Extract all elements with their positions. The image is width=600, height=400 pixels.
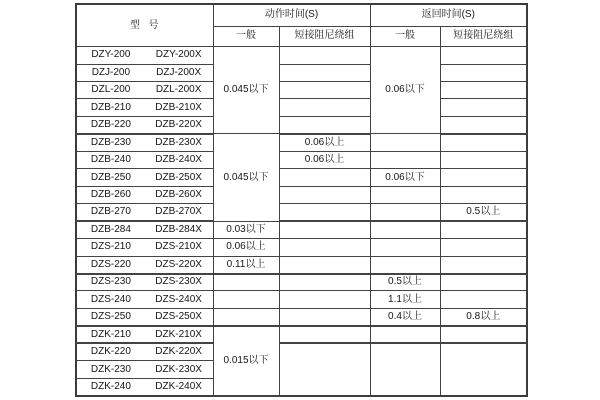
cell-ret-gen — [370, 134, 440, 151]
model-cell — [76, 308, 213, 325]
cell-ret-gen — [370, 186, 440, 203]
cell-act-damp — [279, 326, 370, 343]
cell-act-damp — [279, 256, 370, 273]
model-b: DZS-240X — [155, 293, 202, 305]
cell-ret-gen — [370, 326, 440, 343]
cell-act-damp — [279, 308, 370, 325]
model-cell — [76, 361, 213, 378]
model-cell — [76, 64, 213, 81]
table-row — [76, 326, 527, 343]
cell-ret-gen: 0.06以下 — [370, 47, 440, 134]
model-b: DZB-284X — [155, 224, 202, 236]
cell-ret-damp — [440, 326, 527, 343]
cell-ret-damp — [440, 239, 527, 256]
cell-ret-gen: 0.4以上 — [370, 308, 440, 325]
cell-act-damp — [279, 274, 370, 291]
header-action-time: 动作时间(S) — [213, 4, 370, 26]
cell-act-damp — [279, 291, 370, 308]
cell-act-gen: 0.11以上 — [213, 256, 279, 273]
model-cell — [76, 239, 213, 256]
cell-ret-damp: 0.5以上 — [440, 204, 527, 221]
model-b: DZS-230X — [155, 276, 202, 288]
cell-ret-damp — [440, 47, 527, 64]
header-return-damping: 短接阻尼绕组 — [440, 26, 527, 47]
cell-ret-damp — [440, 274, 527, 291]
table-row — [76, 221, 527, 238]
model-cell — [76, 256, 213, 273]
model-cell — [76, 221, 213, 238]
model-a: DZS-250 — [90, 310, 131, 322]
model-a: DZJ-200 — [91, 66, 131, 78]
model-b: DZY-200X — [155, 49, 202, 61]
cell-ret-damp — [440, 221, 527, 238]
cell-act-damp — [279, 169, 370, 186]
model-cell — [76, 151, 213, 168]
model-a: DZS-210 — [90, 241, 131, 253]
model-a: DZS-240 — [90, 293, 131, 305]
cell-ret-damp — [440, 291, 527, 308]
cell-ret-gen — [370, 221, 440, 238]
cell-ret-damp — [440, 186, 527, 203]
model-a: DZB-210 — [90, 101, 131, 113]
cell-act-damp — [279, 204, 370, 221]
model-cell — [76, 343, 213, 360]
table-row — [76, 291, 527, 308]
model-b: DZJ-200X — [156, 66, 202, 78]
cell-ret-damp: 0.8以上 — [440, 308, 527, 325]
cell-ret-gen: 0.5以上 — [370, 274, 440, 291]
table-row — [76, 169, 527, 186]
model-a: DZL-200 — [91, 84, 131, 96]
cell-ret-gen — [370, 151, 440, 168]
model-cell — [76, 204, 213, 221]
model-cell — [76, 291, 213, 308]
table-row — [76, 151, 527, 168]
model-cell — [76, 378, 213, 396]
table-row — [76, 343, 527, 360]
cell-act-damp — [279, 47, 370, 64]
model-b: DZB-210X — [155, 101, 202, 113]
model-cell — [76, 274, 213, 291]
cell-act-damp — [279, 239, 370, 256]
cell-act-gen: 0.015以下 — [213, 326, 279, 396]
cell-ret-damp — [440, 99, 527, 116]
cell-ret-gen: 1.1以上 — [370, 291, 440, 308]
table-row — [76, 204, 527, 221]
cell-act-gen: 0.045以下 — [213, 134, 279, 221]
model-b: DZS-220X — [155, 258, 202, 270]
model-b: DZK-230X — [155, 363, 202, 375]
cell-ret-damp — [440, 151, 527, 168]
cell-act-gen — [213, 291, 279, 308]
cell-act-gen: 0.03以下 — [213, 221, 279, 238]
model-b: DZB-260X — [155, 188, 202, 200]
model-a: DZB-260 — [90, 188, 131, 200]
cell-act-damp — [279, 116, 370, 133]
model-a: DZK-240 — [90, 380, 131, 392]
table-row — [76, 186, 527, 203]
table-row — [76, 64, 527, 81]
cell-ret-damp — [440, 64, 527, 81]
model-b: DZK-210X — [155, 328, 202, 340]
cell-ret-damp — [440, 343, 527, 396]
table-row — [76, 82, 527, 99]
header-action-general: 一般 — [213, 26, 279, 47]
model-b: DZK-220X — [155, 346, 202, 358]
model-a: DZB-284 — [90, 224, 131, 236]
cell-ret-gen — [370, 239, 440, 256]
model-b: DZB-230X — [155, 136, 202, 148]
cell-act-damp — [279, 99, 370, 116]
cell-ret-gen — [370, 256, 440, 273]
table-row — [76, 47, 527, 64]
spec-table-container — [75, 3, 528, 397]
model-cell — [76, 326, 213, 343]
model-b: DZB-240X — [155, 154, 202, 166]
model-a: DZB-250 — [90, 171, 131, 183]
relay-spec-table — [75, 3, 528, 397]
model-cell — [76, 186, 213, 203]
header-return-general: 一般 — [370, 26, 440, 47]
model-a: DZK-230 — [90, 363, 131, 375]
model-a: DZY-200 — [91, 49, 131, 61]
cell-act-damp — [279, 186, 370, 203]
table-row — [76, 239, 527, 256]
cell-act-gen: 0.06以上 — [213, 239, 279, 256]
cell-act-gen — [213, 308, 279, 325]
header-action-damping: 短接阻尼绕组 — [279, 26, 370, 47]
cell-ret-damp — [440, 116, 527, 133]
cell-ret-gen: 0.06以下 — [370, 169, 440, 186]
cell-act-gen — [213, 274, 279, 291]
model-a: DZK-210 — [90, 328, 131, 340]
table-row — [76, 116, 527, 133]
cell-act-damp — [279, 64, 370, 81]
model-b: DZB-250X — [155, 171, 202, 183]
cell-act-damp — [279, 343, 370, 396]
table-row — [76, 256, 527, 273]
model-cell — [76, 82, 213, 99]
model-cell — [76, 169, 213, 186]
model-a: DZS-230 — [90, 276, 131, 288]
table-row — [76, 308, 527, 325]
header-model: 型 号 — [76, 4, 213, 47]
cell-ret-gen — [370, 204, 440, 221]
model-b: DZS-210X — [155, 241, 202, 253]
model-b: DZL-200X — [155, 84, 202, 96]
cell-act-damp: 0.06以上 — [279, 134, 370, 151]
cell-act-damp: 0.06以上 — [279, 151, 370, 168]
model-b: DZS-250X — [155, 310, 202, 322]
model-cell — [76, 99, 213, 116]
model-b: DZK-240X — [155, 380, 202, 392]
table-row — [76, 134, 527, 151]
cell-act-damp — [279, 221, 370, 238]
model-b: DZB-220X — [155, 118, 202, 130]
model-cell — [76, 47, 213, 64]
model-a: DZB-270 — [90, 206, 131, 218]
table-row — [76, 99, 527, 116]
model-a: DZB-220 — [90, 118, 131, 130]
header-return-time: 返回时间(S) — [370, 4, 527, 26]
model-b: DZB-270X — [155, 206, 202, 218]
model-a: DZB-230 — [90, 136, 131, 148]
model-a: DZS-220 — [90, 258, 131, 270]
cell-ret-damp — [440, 256, 527, 273]
cell-ret-damp — [440, 82, 527, 99]
cell-act-damp — [279, 82, 370, 99]
model-a: DZB-240 — [90, 154, 131, 166]
table-row — [76, 274, 527, 291]
cell-ret-damp — [440, 134, 527, 151]
cell-act-gen: 0.045以下 — [213, 47, 279, 134]
cell-ret-damp — [440, 169, 527, 186]
model-cell — [76, 116, 213, 133]
model-cell — [76, 134, 213, 151]
cell-ret-gen — [370, 343, 440, 396]
model-a: DZK-220 — [90, 346, 131, 358]
